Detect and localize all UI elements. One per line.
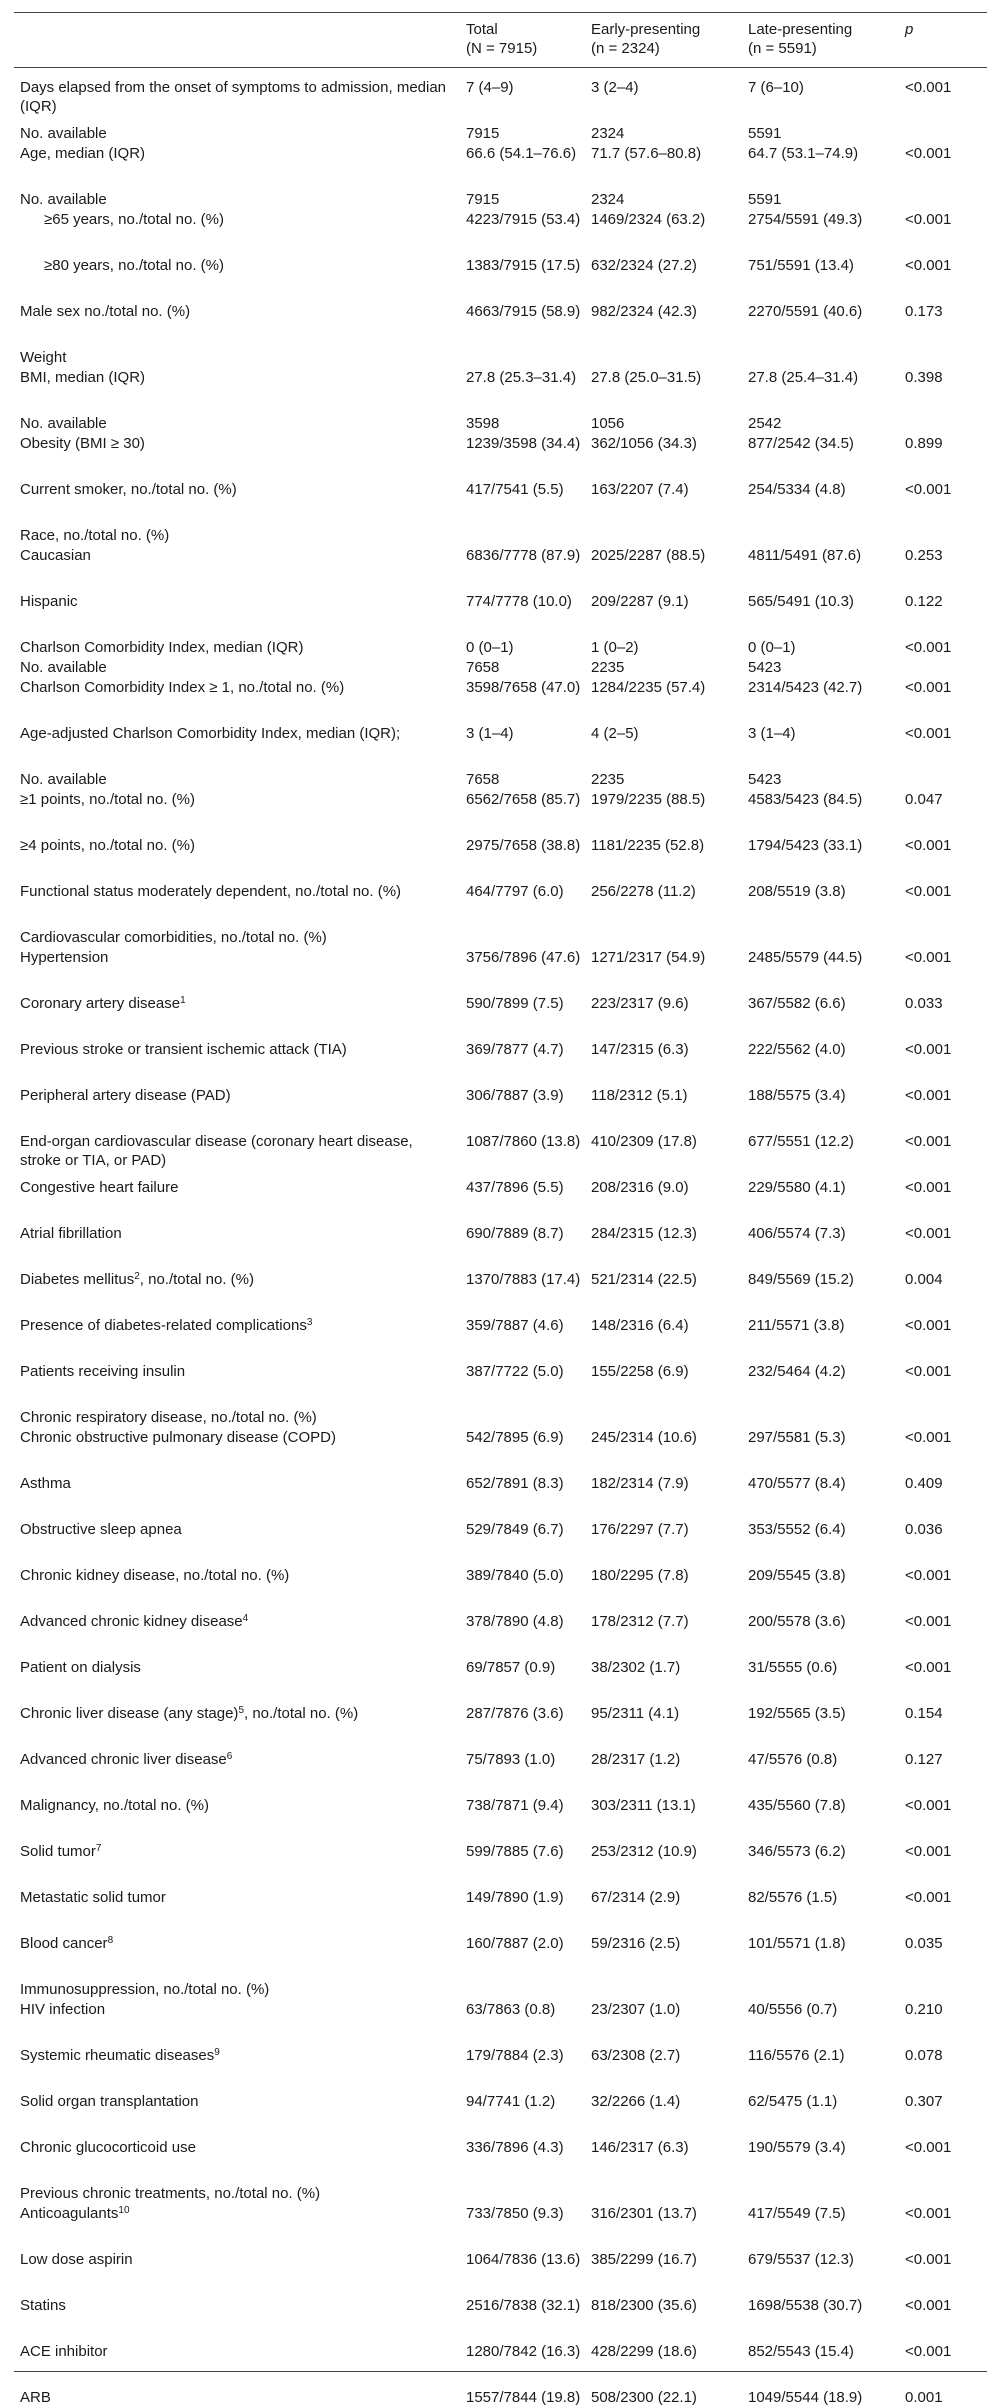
header-late: Late-presenting (n = 5591): [748, 21, 853, 57]
cell-late: 5423: [748, 771, 782, 788]
cell-late: 208/5519 (3.8): [748, 883, 846, 900]
cell-total: 464/7797 (6.0): [466, 883, 564, 900]
cell-early: 28/2317 (1.2): [591, 1751, 681, 1768]
cell-early: 1469/2324 (63.2): [591, 211, 706, 228]
cell-early: 208/2316 (9.0): [591, 1179, 689, 1196]
cell-early: 508/2300 (22.1): [591, 2389, 697, 2406]
cell-late: 64.7 (53.1–74.9): [748, 145, 859, 162]
cell-p: <0.001: [905, 145, 952, 162]
cell-p: <0.001: [905, 257, 952, 274]
row-label: Congestive heart failure: [20, 1179, 179, 1196]
row-label: No. available: [20, 771, 107, 788]
row-label: HIV infection: [20, 2001, 106, 2018]
cell-late: 0 (0–1): [748, 639, 796, 656]
cell-early: 63/2308 (2.7): [591, 2047, 681, 2064]
cell-late: 367/5582 (6.6): [748, 995, 846, 1012]
cell-late: 192/5565 (3.5): [748, 1705, 846, 1722]
row-label: Obstructive sleep apnea: [20, 1521, 182, 1538]
cell-late: 209/5545 (3.8): [748, 1567, 846, 1584]
footnote-marker: 10: [118, 2205, 130, 2216]
cell-early: 38/2302 (1.7): [591, 1659, 681, 1676]
row-label: ACE inhibitor: [20, 2343, 108, 2360]
row-label: Peripheral artery disease (PAD): [20, 1087, 231, 1104]
cell-late: 751/5591 (13.4): [748, 257, 854, 274]
row-label: Diabetes mellitus$^2$, no./total no. (%): [20, 1271, 255, 1288]
footnote-marker: 3: [306, 1317, 313, 1328]
cell-total: 599/7885 (7.6): [466, 1843, 564, 1860]
header-early: Early-presenting (n = 2324): [591, 21, 701, 57]
cell-total: 66.6 (54.1–76.6): [466, 145, 577, 162]
cell-late: 406/5574 (7.3): [748, 1225, 846, 1242]
cell-total: 369/7877 (4.7): [466, 1041, 564, 1058]
cell-total: 7915: [466, 125, 500, 142]
cell-p: 0.036: [905, 1521, 943, 1538]
row-label: Patients receiving insulin: [20, 1363, 186, 1380]
row-label: Chronic respiratory disease, no./total no. (%): [20, 1409, 317, 1426]
cell-late: 5591: [748, 191, 782, 208]
footnote-marker: 9: [214, 2047, 220, 2058]
cell-p: 0.035: [905, 1935, 943, 1952]
row-label: Presence of diabetes-related complications$^3$: [20, 1317, 313, 1334]
cell-early: 32/2266 (1.4): [591, 2093, 681, 2110]
cell-p: <0.001: [905, 2139, 952, 2156]
row-label: Coronary artery disease$^1$: [20, 995, 186, 1012]
cell-late: 852/5543 (15.4): [748, 2343, 854, 2360]
row-label: Days elapsed from the onset of symptoms to admission, median (IQR): [20, 79, 447, 115]
cell-late: 877/2542 (34.5): [748, 435, 854, 452]
row-label: Functional status moderately dependent, no./total no. (%): [20, 883, 402, 900]
cell-total: 6562/7658 (85.7): [466, 791, 581, 808]
cell-early: 209/2287 (9.1): [591, 593, 689, 610]
cell-p: <0.001: [905, 2343, 952, 2360]
row-label: Statins: [20, 2297, 66, 2314]
cell-p: 0.173: [905, 303, 943, 320]
cell-total: 3598: [466, 415, 500, 432]
cell-total: 7658: [466, 771, 500, 788]
cell-early: 303/2311 (13.1): [591, 1797, 696, 1814]
row-label: Atrial fibrillation: [20, 1225, 122, 1242]
cell-p: <0.001: [905, 1613, 952, 1630]
row-label: Male sex no./total no. (%): [20, 303, 191, 320]
cell-early: 182/2314 (7.9): [591, 1475, 689, 1492]
cell-total: 1557/7844 (19.8): [466, 2389, 581, 2406]
cell-late: 2270/5591 (40.6): [748, 303, 863, 320]
row-label: Charlson Comorbidity Index, median (IQR): [20, 639, 304, 656]
cell-p: <0.001: [905, 79, 952, 96]
footnote-marker: 8: [107, 1935, 114, 1946]
cell-total: 1383/7915 (17.5): [466, 257, 581, 274]
cell-total: 94/7741 (1.2): [466, 2093, 556, 2110]
cell-p: <0.001: [905, 1363, 952, 1380]
header-total: Total (N = 7915): [466, 21, 538, 57]
cell-early: 27.8 (25.0–31.5): [591, 369, 702, 386]
cell-late: 222/5562 (4.0): [748, 1041, 846, 1058]
cell-early: 428/2299 (18.6): [591, 2343, 697, 2360]
cell-late: 62/5475 (1.1): [748, 2093, 838, 2110]
cell-early: 163/2207 (7.4): [591, 481, 689, 498]
cell-total: 1087/7860 (13.8): [466, 1133, 581, 1150]
row-label: Advanced chronic kidney disease$^4$: [20, 1613, 249, 1630]
cell-late: 2542: [748, 415, 782, 432]
cell-p: <0.001: [905, 211, 952, 228]
table-bottom-rule: [14, 2371, 987, 2372]
cell-total: 3756/7896 (47.6): [466, 949, 581, 966]
cell-total: 287/7876 (3.6): [466, 1705, 564, 1722]
cell-early: 316/2301 (13.7): [591, 2205, 697, 2222]
cell-total: 3 (1–4): [466, 725, 514, 742]
cell-p: <0.001: [905, 1797, 952, 1814]
cell-late: 677/5551 (12.2): [748, 1133, 854, 1150]
cell-early: 2324: [591, 191, 625, 208]
cell-early: 632/2324 (27.2): [591, 257, 697, 274]
cell-early: 982/2324 (42.3): [591, 303, 697, 320]
row-label: Age, median (IQR): [20, 145, 146, 162]
cell-late: 353/5552 (6.4): [748, 1521, 846, 1538]
cell-p: <0.001: [905, 1567, 952, 1584]
row-label: Patient on dialysis: [20, 1659, 141, 1676]
cell-total: 652/7891 (8.3): [466, 1475, 564, 1492]
cell-p: <0.001: [905, 2205, 952, 2222]
cell-late: 27.8 (25.4–31.4): [748, 369, 859, 386]
cell-total: 0 (0–1): [466, 639, 514, 656]
row-label: ≥80 years, no./total no. (%): [44, 257, 224, 274]
cell-late: 5591: [748, 125, 782, 142]
row-label: Chronic obstructive pulmonary disease (COPD): [20, 1429, 336, 1446]
header-p: p: [905, 21, 914, 38]
row-label: Weight: [20, 349, 67, 366]
cell-p: <0.001: [905, 1087, 952, 1104]
cell-p: 0.078: [905, 2047, 943, 2064]
cell-early: 180/2295 (7.8): [591, 1567, 689, 1584]
cell-p: 0.004: [905, 1271, 943, 1288]
row-label: ≥4 points, no./total no. (%): [20, 837, 195, 854]
cell-p: 0.033: [905, 995, 943, 1012]
cell-early: 1 (0–2): [591, 639, 639, 656]
row-label: Age-adjusted Charlson Comorbidity Index, median (IQR);: [20, 725, 401, 742]
cell-p: <0.001: [905, 1429, 952, 1446]
cell-p: <0.001: [905, 837, 952, 854]
cell-p: 0.001: [905, 2389, 943, 2406]
cell-total: 529/7849 (6.7): [466, 1521, 564, 1538]
cell-p: <0.001: [905, 1843, 952, 1860]
row-label: Caucasian: [20, 547, 91, 564]
cell-p: 0.398: [905, 369, 943, 386]
cell-late: 470/5577 (8.4): [748, 1475, 846, 1492]
cell-early: 95/2311 (4.1): [591, 1705, 680, 1722]
cell-late: 254/5334 (4.8): [748, 481, 846, 498]
cell-early: 521/2314 (22.5): [591, 1271, 697, 1288]
cell-late: 101/5571 (1.8): [748, 1935, 846, 1952]
cell-late: 190/5579 (3.4): [748, 2139, 846, 2156]
row-label: Anticoagulants$^{10}$: [20, 2205, 130, 2222]
cell-early: 1271/2317 (54.9): [591, 949, 706, 966]
cell-total: 179/7884 (2.3): [466, 2047, 564, 2064]
cell-early: 4 (2–5): [591, 725, 639, 742]
cell-p: <0.001: [905, 949, 952, 966]
row-label: Previous chronic treatments, no./total no. (%): [20, 2185, 321, 2202]
cell-late: 1698/5538 (30.7): [748, 2297, 863, 2314]
cell-late: 7 (6–10): [748, 79, 804, 96]
footnote-marker: 1: [180, 995, 186, 1006]
cell-early: 1979/2235 (88.5): [591, 791, 706, 808]
row-label: Advanced chronic liver disease$^6$: [20, 1751, 233, 1768]
cell-late: 200/5578 (3.6): [748, 1613, 846, 1630]
cell-p: 0.122: [905, 593, 943, 610]
cell-late: 211/5571 (3.8): [748, 1317, 845, 1334]
cell-total: 1239/3598 (34.4): [466, 435, 581, 452]
table-top-rule: [14, 12, 987, 13]
row-label: Obesity (BMI ≥ 30): [20, 435, 145, 452]
cell-early: 818/2300 (35.6): [591, 2297, 697, 2314]
cell-late: 82/5576 (1.5): [748, 1889, 838, 1906]
cell-total: 733/7850 (9.3): [466, 2205, 564, 2222]
cell-total: 27.8 (25.3–31.4): [466, 369, 577, 386]
row-label: Chronic kidney disease, no./total no. (%): [20, 1567, 290, 1584]
cell-total: 542/7895 (6.9): [466, 1429, 564, 1446]
row-label: No. available: [20, 415, 107, 432]
footnote-marker: 4: [242, 1613, 249, 1624]
row-label: Immunosuppression, no./total no. (%): [20, 1981, 270, 1998]
cell-late: 2314/5423 (42.7): [748, 679, 863, 696]
cell-early: 23/2307 (1.0): [591, 2001, 681, 2018]
row-label: Asthma: [20, 1475, 71, 1492]
row-label: Cardiovascular comorbidities, no./total no. (%): [20, 929, 327, 946]
row-label: Hypertension: [20, 949, 109, 966]
cell-late: 116/5576 (2.1): [748, 2047, 845, 2064]
cell-total: 378/7890 (4.8): [466, 1613, 564, 1630]
cell-late: 4811/5491 (87.6): [748, 547, 862, 564]
header-rule: [14, 67, 987, 68]
cell-early: 1181/2235 (52.8): [591, 837, 705, 854]
cell-total: 7 (4–9): [466, 79, 514, 96]
row-label: Chronic glucocorticoid use: [20, 2139, 196, 2156]
cell-early: 1056: [591, 415, 625, 432]
cell-total: 774/7778 (10.0): [466, 593, 572, 610]
cell-late: 435/5560 (7.8): [748, 1797, 846, 1814]
cell-late: 849/5569 (15.2): [748, 1271, 854, 1288]
cell-total: 2516/7838 (32.1): [466, 2297, 581, 2314]
row-label: Blood cancer$^8$: [20, 1935, 114, 1952]
row-label: Malignancy, no./total no. (%): [20, 1797, 209, 1814]
cell-early: 2235: [591, 659, 625, 676]
row-label: No. available: [20, 659, 107, 676]
cell-total: 690/7889 (8.7): [466, 1225, 564, 1242]
cell-p: 0.047: [905, 791, 943, 808]
row-label: Chronic liver disease (any stage)$^5$, no./total no. (%): [20, 1705, 359, 1722]
cell-total: 4223/7915 (53.4): [466, 211, 581, 228]
cell-early: 253/2312 (10.9): [591, 1843, 697, 1860]
cell-total: 1280/7842 (16.3): [466, 2343, 581, 2360]
cell-total: 160/7887 (2.0): [466, 1935, 564, 1952]
cell-late: 188/5575 (3.4): [748, 1087, 846, 1104]
cell-p: <0.001: [905, 679, 952, 696]
cell-p: <0.001: [905, 1133, 952, 1150]
cell-total: 738/7871 (9.4): [466, 1797, 564, 1814]
cell-p: <0.001: [905, 1659, 952, 1676]
cell-total: 63/7863 (0.8): [466, 2001, 556, 2018]
row-label: Systemic rheumatic diseases$^9$: [20, 2047, 220, 2064]
cell-late: 232/5464 (4.2): [748, 1363, 846, 1380]
row-label: No. available: [20, 191, 107, 208]
cell-p: <0.001: [905, 1889, 952, 1906]
row-label: ARB: [20, 2389, 51, 2406]
cell-early: 3 (2–4): [591, 79, 639, 96]
cell-early: 2324: [591, 125, 625, 142]
cell-p: <0.001: [905, 883, 952, 900]
row-label: Metastatic solid tumor: [20, 1889, 166, 1906]
cell-late: 1049/5544 (18.9): [748, 2389, 863, 2406]
cell-early: 1284/2235 (57.4): [591, 679, 706, 696]
cell-late: 4583/5423 (84.5): [748, 791, 863, 808]
cell-p: <0.001: [905, 639, 952, 656]
cell-early: 256/2278 (11.2): [591, 883, 696, 900]
cell-p: 0.899: [905, 435, 943, 452]
cell-late: 47/5576 (0.8): [748, 1751, 838, 1768]
cell-late: 297/5581 (5.3): [748, 1429, 846, 1446]
cell-early: 385/2299 (16.7): [591, 2251, 697, 2268]
cell-p: <0.001: [905, 481, 952, 498]
cell-early: 118/2312 (5.1): [591, 1087, 688, 1104]
cell-total: 437/7896 (5.5): [466, 1179, 564, 1196]
cell-late: 40/5556 (0.7): [748, 2001, 838, 2018]
row-label: ≥1 points, no./total no. (%): [20, 791, 195, 808]
cell-early: 176/2297 (7.7): [591, 1521, 689, 1538]
cell-p: <0.001: [905, 1041, 952, 1058]
cell-early: 59/2316 (2.5): [591, 1935, 681, 1952]
footnote-marker: 2: [134, 1271, 140, 1282]
cell-early: 2025/2287 (88.5): [591, 547, 706, 564]
cell-p: 0.127: [905, 1751, 943, 1768]
cell-late: 3 (1–4): [748, 725, 796, 742]
cell-early: 147/2315 (6.3): [591, 1041, 689, 1058]
cell-total: 149/7890 (1.9): [466, 1889, 564, 1906]
cell-late: 31/5555 (0.6): [748, 1659, 838, 1676]
row-label: Low dose aspirin: [20, 2251, 133, 2268]
cell-total: 590/7899 (7.5): [466, 995, 564, 1012]
cell-early: 146/2317 (6.3): [591, 2139, 689, 2156]
cell-p: 0.210: [905, 2001, 943, 2018]
cell-late: 417/5549 (7.5): [748, 2205, 846, 2222]
cell-late: 679/5537 (12.3): [748, 2251, 854, 2268]
cell-early: 2235: [591, 771, 625, 788]
row-label: Previous stroke or transient ischemic attack (TIA): [20, 1041, 347, 1058]
cell-p: <0.001: [905, 1179, 952, 1196]
footnote-marker: 5: [238, 1705, 244, 1716]
cell-early: 362/1056 (34.3): [591, 435, 697, 452]
cell-late: 229/5580 (4.1): [748, 1179, 846, 1196]
cell-total: 1370/7883 (17.4): [466, 1271, 581, 1288]
row-label: Solid tumor$^7$: [20, 1843, 102, 1860]
row-label: Hispanic: [20, 593, 78, 610]
cell-p: 0.307: [905, 2093, 943, 2110]
cell-total: 1064/7836 (13.6): [466, 2251, 581, 2268]
cell-p: <0.001: [905, 725, 952, 742]
cell-p: 0.253: [905, 547, 943, 564]
cell-total: 6836/7778 (87.9): [466, 547, 581, 564]
cell-total: 387/7722 (5.0): [466, 1363, 564, 1380]
cell-p: <0.001: [905, 1317, 952, 1334]
row-label: ≥65 years, no./total no. (%): [44, 211, 224, 228]
row-label: Solid organ transplantation: [20, 2093, 199, 2110]
cell-early: 284/2315 (12.3): [591, 1225, 697, 1242]
cell-early: 410/2309 (17.8): [591, 1133, 697, 1150]
footnote-marker: 6: [226, 1751, 233, 1762]
cell-early: 155/2258 (6.9): [591, 1363, 689, 1380]
cell-total: 389/7840 (5.0): [466, 1567, 564, 1584]
cell-early: 178/2312 (7.7): [591, 1613, 689, 1630]
cell-late: 346/5573 (6.2): [748, 1843, 846, 1860]
cell-total: 7915: [466, 191, 500, 208]
row-label: End-organ cardiovascular disease (coronary heart disease, stroke or TIA, or PAD): [20, 1133, 413, 1169]
row-label: No. available: [20, 125, 107, 142]
cell-early: 223/2317 (9.6): [591, 995, 689, 1012]
cell-total: 75/7893 (1.0): [466, 1751, 556, 1768]
cell-total: 2975/7658 (38.8): [466, 837, 581, 854]
cell-early: 71.7 (57.6–80.8): [591, 145, 702, 162]
cell-p: <0.001: [905, 1225, 952, 1242]
cell-p: 0.154: [905, 1705, 943, 1722]
cell-p: 0.409: [905, 1475, 943, 1492]
cell-late: 5423: [748, 659, 782, 676]
row-label: Charlson Comorbidity Index ≥ 1, no./total no. (%): [20, 679, 345, 696]
cell-p: <0.001: [905, 2297, 952, 2314]
footnote-marker: 7: [95, 1843, 102, 1854]
cell-early: 67/2314 (2.9): [591, 1889, 681, 1906]
cell-late: 565/5491 (10.3): [748, 593, 854, 610]
cell-late: 1794/5423 (33.1): [748, 837, 863, 854]
row-label: Current smoker, no./total no. (%): [20, 481, 237, 498]
cell-early: 245/2314 (10.6): [591, 1429, 697, 1446]
cell-p: <0.001: [905, 2251, 952, 2268]
row-label: Race, no./total no. (%): [20, 527, 170, 544]
cell-late: 2485/5579 (44.5): [748, 949, 863, 966]
cell-total: 306/7887 (3.9): [466, 1087, 564, 1104]
cell-total: 3598/7658 (47.0): [466, 679, 581, 696]
cell-early: 148/2316 (6.4): [591, 1317, 689, 1334]
cell-late: 2754/5591 (49.3): [748, 211, 863, 228]
cell-total: 69/7857 (0.9): [466, 1659, 556, 1676]
cell-total: 7658: [466, 659, 500, 676]
row-label: BMI, median (IQR): [20, 369, 146, 386]
cell-total: 4663/7915 (58.9): [466, 303, 581, 320]
cell-total: 417/7541 (5.5): [466, 481, 564, 498]
cell-total: 336/7896 (4.3): [466, 2139, 564, 2156]
cell-total: 359/7887 (4.6): [466, 1317, 564, 1334]
